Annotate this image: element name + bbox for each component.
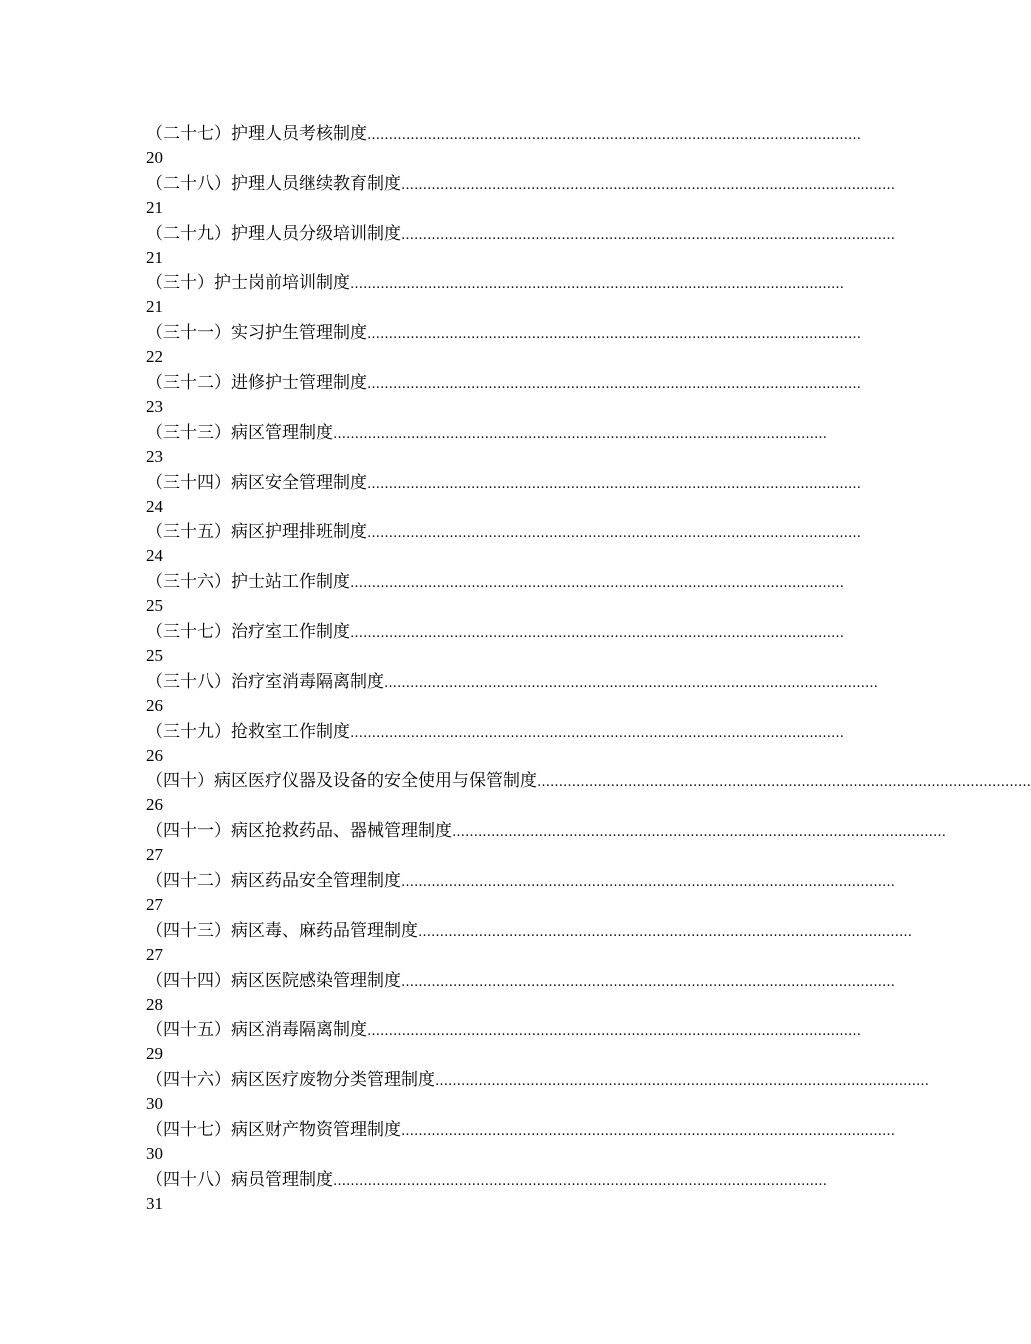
toc-entry: [146, 1017, 861, 1067]
toc-entry-line: [146, 719, 844, 745]
toc-leader-dots: ……………………………………………………………………………………………………: [367, 327, 861, 343]
toc-entry: [146, 121, 861, 171]
toc-entry-title: （四十三）病区毒、麻药品管理制度: [146, 920, 418, 941]
toc-page-number: 27: [146, 894, 163, 914]
toc-entry: [146, 171, 895, 221]
toc-entry: [146, 768, 1031, 818]
toc-entry: [146, 968, 895, 1018]
toc-leader-dots: ……………………………………………………………………………………………………: [452, 825, 946, 841]
toc-entry: [146, 1067, 929, 1117]
toc-entry-line: [146, 968, 895, 994]
toc-entry: [146, 1167, 827, 1217]
toc-leader-dots: ……………………………………………………………………………………………………: [418, 924, 912, 940]
toc-entry-title: （四十五）病区消毒隔离制度: [146, 1020, 367, 1041]
toc-entry: [146, 619, 844, 669]
toc-page-number: 27: [146, 944, 163, 964]
toc-page-number: 24: [146, 496, 163, 516]
toc-entry: [146, 320, 861, 370]
toc-entry-line: [146, 519, 861, 545]
toc-entry: [146, 370, 861, 420]
toc-entry-title: （四十六）病区医疗废物分类管理制度: [146, 1070, 435, 1091]
toc-leader-dots: ……………………………………………………………………………………………………: [537, 775, 1031, 791]
toc-leader-dots: ……………………………………………………………………………………………………: [350, 277, 844, 293]
toc-leader-dots: ……………………………………………………………………………………………………: [350, 576, 844, 592]
toc-entry-line: [146, 470, 861, 496]
toc-entry: [146, 270, 844, 320]
toc-leader-dots: ……………………………………………………………………………………………………: [367, 128, 861, 143]
toc-leader-dots: ……………………………………………………………………………………………………: [333, 426, 827, 442]
toc-page-number: 26: [146, 695, 163, 715]
toc-leader-dots: ……………………………………………………………………………………………………: [367, 526, 861, 542]
toc-entry-line: [146, 221, 895, 247]
toc-leader-dots: ……………………………………………………………………………………………………: [401, 1123, 895, 1139]
toc-entry-title: （三十）护士岗前培训制度: [146, 273, 350, 294]
toc-leader-dots: ……………………………………………………………………………………………………: [350, 625, 844, 641]
toc-entry-title: （三十九）抢救室工作制度: [146, 721, 350, 742]
toc-entry-title: （三十八）治疗室消毒隔离制度: [146, 671, 384, 692]
toc-entry: [146, 420, 827, 470]
toc-page-number: 21: [146, 247, 163, 267]
toc-entry: [146, 569, 844, 619]
toc-entry-line: [146, 1167, 827, 1193]
toc-entry: [146, 470, 861, 520]
toc-entry-title: （三十五）病区护理排班制度: [146, 522, 367, 543]
toc-entry: [146, 1117, 895, 1167]
toc-page-number: 25: [146, 645, 163, 665]
toc-leader-dots: ……………………………………………………………………………………………………: [435, 1074, 929, 1090]
toc-entry-line: [146, 171, 895, 197]
toc-entry-title: （三十一）实习护生管理制度: [146, 323, 367, 344]
toc-entry-line: [146, 569, 844, 595]
toc-leader-dots: ……………………………………………………………………………………………………: [350, 725, 844, 741]
toc-page-number: 21: [146, 197, 163, 217]
toc-page-number: 29: [146, 1044, 163, 1064]
toc-entry-line: [146, 1117, 895, 1143]
toc-leader-dots: ……………………………………………………………………………………………………: [401, 227, 895, 243]
toc-leader-dots: ……………………………………………………………………………………………………: [367, 476, 861, 492]
toc-page-number: 26: [146, 745, 163, 765]
toc-entry-title: （四十）病区医疗仪器及设备的安全使用与保管制度: [146, 771, 537, 792]
toc-leader-dots: ……………………………………………………………………………………………………: [367, 1024, 861, 1040]
toc-entry-title: （三十四）病区安全管理制度: [146, 472, 367, 493]
toc-entry: [146, 719, 844, 769]
toc-entry-title: （二十七）护理人员考核制度: [146, 124, 367, 144]
toc-page-number: 23: [146, 396, 163, 416]
toc-entry-line: [146, 669, 878, 695]
toc-leader-dots: ……………………………………………………………………………………………………: [401, 874, 895, 890]
toc-entry-line: [146, 320, 861, 346]
toc-leader-dots: ……………………………………………………………………………………………………: [384, 675, 878, 691]
toc-entry-line: [146, 420, 827, 446]
toc-entry: [146, 918, 912, 968]
toc-page-number: 22: [146, 347, 163, 367]
toc-entry-line: [146, 918, 912, 944]
toc-page-number: 31: [146, 1193, 163, 1213]
toc-page-number: 28: [146, 994, 163, 1014]
toc-entry-title: （四十八）病员管理制度: [146, 1169, 333, 1190]
toc-page-number: 23: [146, 446, 163, 466]
toc-entry-title: （三十七）治疗室工作制度: [146, 621, 350, 642]
toc-entry: [146, 669, 878, 719]
toc-entry-title: （二十八）护理人员继续教育制度: [146, 173, 401, 194]
toc-entry-line: [146, 619, 844, 645]
toc-entry-title: （四十四）病区医院感染管理制度: [146, 970, 401, 991]
toc-page-number: 30: [146, 1143, 163, 1163]
toc-entry: [146, 868, 895, 918]
toc-entry-title: （三十六）护士站工作制度: [146, 572, 350, 593]
toc-page-number: 27: [146, 845, 163, 865]
toc-entry-line: [146, 370, 861, 396]
toc-page-number: 25: [146, 596, 163, 616]
toc-page-number: 26: [146, 795, 163, 815]
toc-page-number: 30: [146, 1094, 163, 1114]
table-of-contents: [146, 121, 1031, 1217]
toc-entry-line: [146, 868, 895, 894]
toc-page-number: 21: [146, 297, 163, 317]
toc-entry-title: （四十二）病区药品安全管理制度: [146, 870, 401, 891]
toc-leader-dots: ……………………………………………………………………………………………………: [401, 974, 895, 990]
toc-entry-line: [146, 1067, 929, 1093]
toc-entry-line: [146, 270, 844, 296]
toc-entry-line: [146, 121, 861, 147]
toc-leader-dots: ……………………………………………………………………………………………………: [401, 177, 895, 193]
toc-entry-title: （四十一）病区抢救药品、器械管理制度: [146, 821, 452, 842]
toc-entry: [146, 221, 895, 271]
toc-entry-title: （三十二）进修护士管理制度: [146, 372, 367, 393]
toc-entry-line: [146, 1017, 861, 1043]
toc-leader-dots: ……………………………………………………………………………………………………: [333, 1173, 827, 1189]
toc-leader-dots: ……………………………………………………………………………………………………: [367, 376, 861, 392]
toc-entry: [146, 818, 946, 868]
toc-page-number: 20: [146, 148, 163, 167]
toc-page-number: 24: [146, 546, 163, 566]
toc-entry: [146, 519, 861, 569]
toc-entry-title: （三十三）病区管理制度: [146, 422, 333, 443]
toc-entry-line: [146, 768, 1031, 794]
toc-entry-line: [146, 818, 946, 844]
toc-entry-title: （二十九）护理人员分级培训制度: [146, 223, 401, 244]
toc-entry-title: （四十七）病区财产物资管理制度: [146, 1119, 401, 1140]
